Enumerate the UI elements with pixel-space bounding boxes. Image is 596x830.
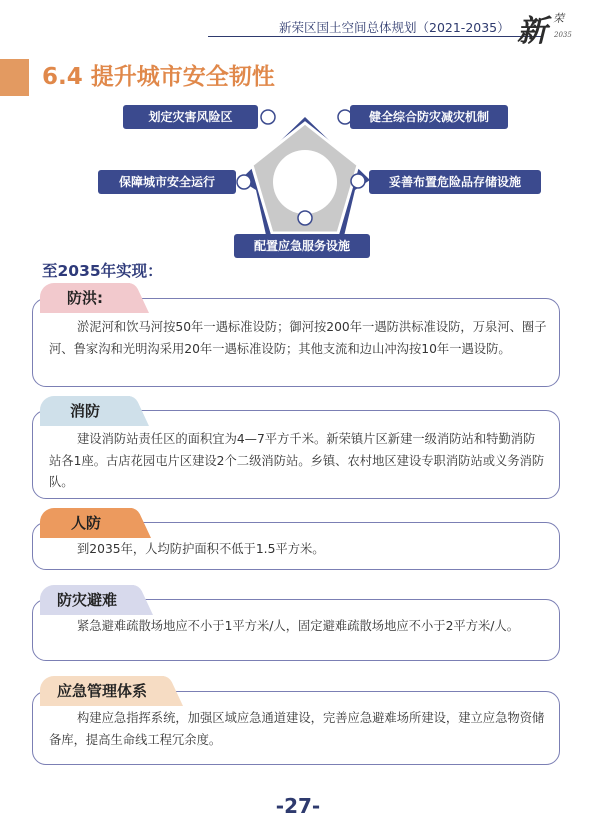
logo-character-xin: 新 (517, 14, 547, 49)
flood-control-text: 淤泥河和饮马河按50年一遇标准设防；御河按200年一遇防洪标准设防，万泉河、圈子河、鲁家沟和光明沟采用20年一遇标准设防；其他支流和边山冲沟按10年一遇设防。 (49, 320, 547, 356)
header-rule (208, 36, 543, 37)
diagram-item-safe-operation: 保障城市安全运行 (98, 170, 236, 194)
emergency-management-text: 构建应急指挥系统，加强区域应急通道建设，完善应急避难场所建设，建立应急物资储备库，提高生命线工程冗余度。 (49, 711, 545, 747)
center-circle (273, 150, 337, 214)
fire-protection-text: 建设消防站责任区的面积宜为4—7平方千米。新荣镇片区新建一级消防站和特勤消防站各1座。古店花园屯片区建设2个二级消防站。乡镇、农村地区建设专职消防站或义务消防队。 (49, 432, 545, 489)
disaster-shelter-text: 紧急避难疏散场地应不小于1平方米/人，固定避难疏散场地应不小于2平方米/人。 (77, 619, 520, 633)
node-right (351, 174, 365, 188)
logo-character-rong: 荣 (553, 12, 564, 25)
section-number: 6.4 (42, 64, 83, 90)
node-left (237, 175, 251, 189)
flood-control-label: 防洪: (40, 283, 130, 313)
diagram-item-emergency-facilities: 配置应急服务设施 (234, 234, 370, 258)
section-marker (0, 59, 29, 96)
diagram-item-disaster-mechanism: 健全综合防灾减灾机制 (350, 105, 508, 129)
section-title (42, 58, 275, 91)
civil-air-defense-label: 人防 (40, 508, 132, 538)
calligraphy-logo (513, 6, 583, 48)
node-top-left (261, 110, 275, 124)
section-title-text: 提升城市安全韧性 (90, 64, 275, 90)
safety-pentagon-diagram (0, 95, 596, 265)
emergency-management-label: 应急管理体系 (40, 676, 164, 706)
fire-protection-label: 消防 (40, 396, 130, 426)
logo-year: 2035 (554, 31, 572, 39)
disaster-shelter-label: 防灾避难 (40, 585, 134, 615)
civil-air-defense-text: 到2035年，人均防护面积不低于1.5平方米。 (77, 542, 325, 556)
target-subheading: 至2035年实现： (42, 262, 163, 280)
diagram-item-hazard-storage: 妥善布置危险品存储设施 (369, 170, 541, 194)
page-number: -27- (275, 794, 321, 818)
document-header-title: 新荣区国土空间总体规划（2021-2035） (279, 20, 510, 35)
diagram-item-risk-zone: 划定灾害风险区 (123, 105, 258, 129)
node-bottom (298, 211, 312, 225)
